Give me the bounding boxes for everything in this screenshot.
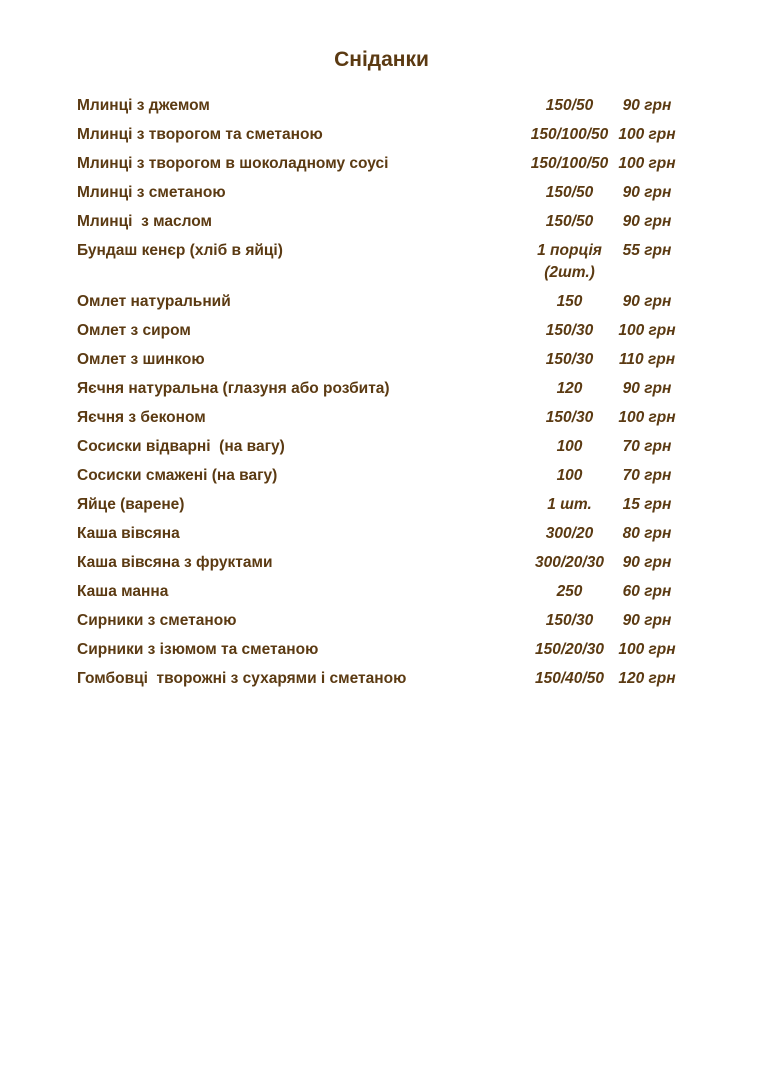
item-name: Сирники з сметаною xyxy=(77,612,237,629)
item-price: 90 грн xyxy=(622,554,672,571)
item-name: Млинці з творогом та сметаною xyxy=(77,126,323,143)
item-name: Яєчня натуральна (глазуня або розбита) xyxy=(77,380,390,397)
item-price: 55 грн xyxy=(622,242,672,259)
item-name: Бундаш кенєр (хліб в яйці) xyxy=(77,242,283,259)
item-portion: 150/50 xyxy=(545,97,594,114)
item-price: 15 грн xyxy=(622,496,672,513)
item-price: 90 грн xyxy=(622,97,672,114)
item-portion: 300/20/30 xyxy=(535,554,604,571)
item-portion: 150/100/50 xyxy=(530,155,609,172)
item-portion: 150 xyxy=(556,293,583,310)
item-portion: 150/20/30 xyxy=(535,641,604,658)
menu-item xyxy=(77,153,697,175)
item-portion: 250 xyxy=(556,583,583,600)
menu-item xyxy=(77,211,697,233)
item-name: Яєчня з беконом xyxy=(77,409,206,426)
item-price: 90 грн xyxy=(622,213,672,230)
item-price: 100 грн xyxy=(618,409,676,426)
menu-item xyxy=(77,349,697,371)
item-price: 90 грн xyxy=(622,293,672,310)
menu-item xyxy=(77,436,697,458)
item-portion: 150/100/50 xyxy=(530,126,609,143)
item-name: Сирники з ізюмом та сметаною xyxy=(77,641,319,658)
menu-item xyxy=(77,639,697,661)
item-price: 100 грн xyxy=(618,126,676,143)
menu-item xyxy=(77,668,697,690)
item-portion: 100 xyxy=(556,438,583,455)
menu-item xyxy=(77,240,697,284)
item-name: Млинці з творогом в шоколадному соусі xyxy=(77,155,389,172)
menu-item xyxy=(77,581,697,603)
item-portion: 300/20 xyxy=(545,525,594,542)
item-name: Сосиски відварні (на вагу) xyxy=(77,438,285,455)
item-price: 120 грн xyxy=(618,670,676,687)
item-name: Омлет натуральний xyxy=(77,293,231,310)
menu-item xyxy=(77,291,697,313)
item-name: Омлет з сиром xyxy=(77,322,191,339)
menu-item xyxy=(77,320,697,342)
menu-item xyxy=(77,124,697,146)
item-name: Сосиски смажені (на вагу) xyxy=(77,467,278,484)
item-portion: 1 шт. xyxy=(547,496,592,513)
menu-item xyxy=(77,523,697,545)
item-name: Каша манна xyxy=(77,583,169,600)
item-price: 110 грн xyxy=(618,351,676,368)
item-portion: 150/50 xyxy=(545,184,594,201)
menu-list xyxy=(77,95,697,697)
item-portion: 150/30 xyxy=(545,322,594,339)
item-portion: 150/30 xyxy=(545,351,594,368)
item-portion: 1 порція (2шт.) xyxy=(537,242,602,281)
item-portion: 150/30 xyxy=(545,612,594,629)
item-portion: 150/30 xyxy=(545,409,594,426)
menu-item xyxy=(77,182,697,204)
item-name: Каша вівсяна xyxy=(77,525,180,542)
item-price: 90 грн xyxy=(622,184,672,201)
item-name: Гомбовці творожні з сухарями і сметаною xyxy=(77,670,407,687)
item-price: 100 грн xyxy=(618,641,676,658)
item-price: 100 грн xyxy=(618,322,676,339)
item-portion: 120 xyxy=(556,380,583,397)
item-name: Млинці з сметаною xyxy=(77,184,226,201)
item-name: Яйце (варене) xyxy=(77,496,185,513)
menu-item xyxy=(77,494,697,516)
menu-item xyxy=(77,465,697,487)
item-portion: 150/40/50 xyxy=(535,670,604,687)
menu-item xyxy=(77,552,697,574)
item-portion: 150/50 xyxy=(545,213,594,230)
item-price: 70 грн xyxy=(622,438,672,455)
item-name: Млинці з джемом xyxy=(77,97,210,114)
item-price: 90 грн xyxy=(622,612,672,629)
item-name: Омлет з шинкою xyxy=(77,351,205,368)
menu-item xyxy=(77,610,697,632)
item-portion: 100 xyxy=(556,467,583,484)
menu-item xyxy=(77,378,697,400)
item-price: 70 грн xyxy=(622,467,672,484)
menu-item xyxy=(77,407,697,429)
item-price: 90 грн xyxy=(622,380,672,397)
item-name: Каша вівсяна з фруктами xyxy=(77,554,273,571)
menu-item xyxy=(77,95,697,117)
page-title: Сніданки xyxy=(334,48,429,71)
item-price: 80 грн xyxy=(622,525,672,542)
item-name: Млинці з маслом xyxy=(77,213,212,230)
item-price: 60 грн xyxy=(622,583,672,600)
item-price: 100 грн xyxy=(618,155,676,172)
